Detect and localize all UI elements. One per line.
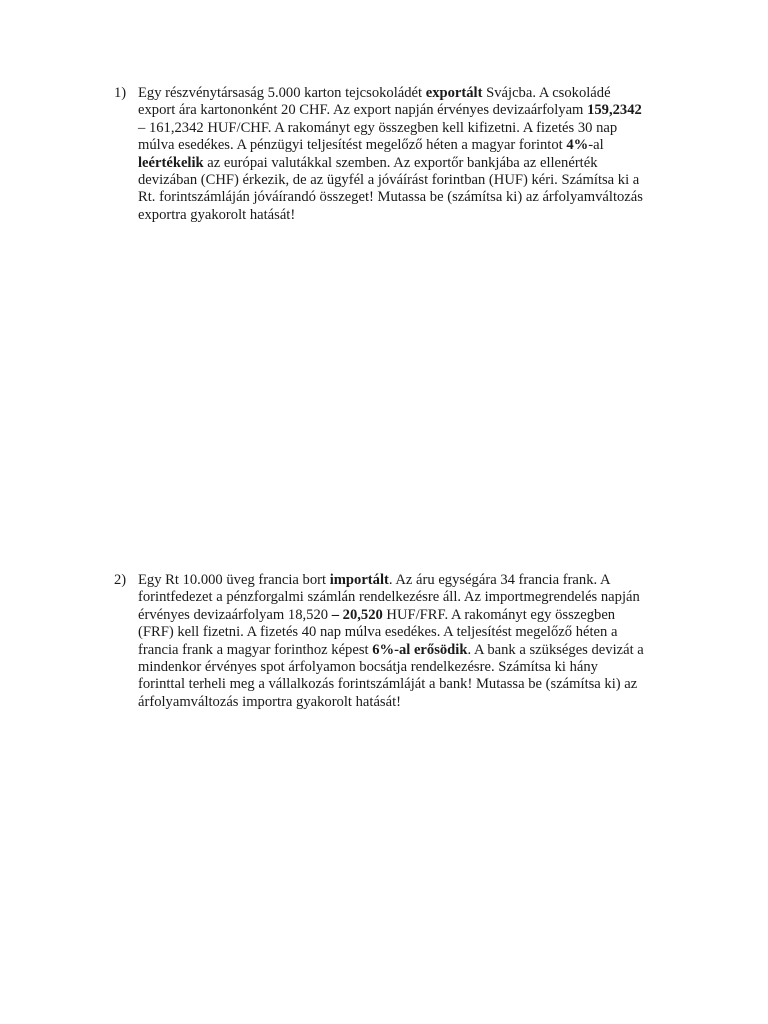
problem-number: 2) xyxy=(114,572,127,588)
text-line xyxy=(138,137,718,154)
text-run: francia frank a magyar forinthoz képest xyxy=(138,641,373,658)
text-run: exportra gyakorolt hatását! xyxy=(138,206,296,223)
text-run: múlva esedékes. A pénzügyi teljesítést megelőző héten a magyar forintot xyxy=(138,137,567,154)
text-line xyxy=(138,120,718,137)
text-run: Egy Rt 10.000 üveg francia bort xyxy=(138,572,330,588)
text-run: export ára kartononként 20 CHF. Az export napján érvényes devizaárfolyam xyxy=(138,102,588,119)
text-line xyxy=(138,155,718,172)
text-line xyxy=(138,624,718,641)
text-run: forinttal terheli meg a vállalkozás forintszámláját a bank! Mutassa be (számítsa ki) az xyxy=(138,676,638,693)
text-run: HUF/FRF. A rakományt egy összegben xyxy=(382,606,616,623)
bold-text-run: 6%-al erősödik xyxy=(372,641,468,658)
text-run: érvényes devizaárfolyam 18,520 xyxy=(138,606,332,623)
text-line xyxy=(138,189,718,206)
text-line xyxy=(138,589,718,606)
text-line xyxy=(138,694,718,711)
bold-text-run: leértékelik xyxy=(138,154,204,171)
text-run: . Az áru egységára 34 francia frank. A xyxy=(388,572,611,588)
text-run: Rt. forintszámláján jóváírandó összeget! Mutassa be (számítsa ki) az árfolyamváltozás xyxy=(138,189,643,206)
text-line xyxy=(138,607,718,624)
text-run: Svájcba. A csokoládé xyxy=(482,85,611,101)
problem-text xyxy=(138,572,718,711)
text-run: – 161,2342 HUF/CHF. A rakományt egy összegben kell kifizetni. A fizetés 30 nap xyxy=(138,119,618,136)
text-run: . A bank a szükséges devizát a xyxy=(467,641,644,658)
problem-number: 1) xyxy=(114,85,127,101)
text-line xyxy=(138,85,718,102)
bold-text-run: 4% xyxy=(566,137,589,154)
text-line xyxy=(138,207,718,224)
text-run: forintfedezet a pénzforgalmi számlán rendelkezésre áll. Az importmegrendelés napján xyxy=(138,589,640,606)
text-line xyxy=(138,172,718,189)
text-line xyxy=(138,676,718,693)
text-run: (FRF) kell fizetni. A fizetés 40 nap múlva esedékes. A teljesítést megelőző héten a xyxy=(138,624,618,641)
text-line xyxy=(138,102,718,119)
bold-text-run: – 20,520 xyxy=(331,606,383,623)
text-line xyxy=(138,642,718,659)
bold-text-run: exportált xyxy=(425,85,483,101)
text-line xyxy=(138,572,718,589)
bold-text-run: importált xyxy=(329,572,389,588)
bold-text-run: 159,2342 xyxy=(587,102,642,119)
problem-text xyxy=(138,85,718,224)
text-run: az európai valutákkal szemben. Az exportőr bankjába az ellenérték xyxy=(203,154,598,171)
text-run: árfolyamváltozás importra gyakorolt hatását! xyxy=(138,693,401,710)
text-run: -al xyxy=(588,137,604,154)
text-run: Egy részvénytársaság 5.000 karton tejcsokoládét xyxy=(138,85,426,101)
text-run: mindenkor érvényes spot árfolyamon bocsátja rendelkezésre. Számítsa ki hány xyxy=(138,659,598,676)
text-run: devizában (CHF) érkezik, de az ügyfél a jóváírást forintban (HUF) kéri. Számítsa ki a xyxy=(138,172,640,189)
text-line xyxy=(138,659,718,676)
